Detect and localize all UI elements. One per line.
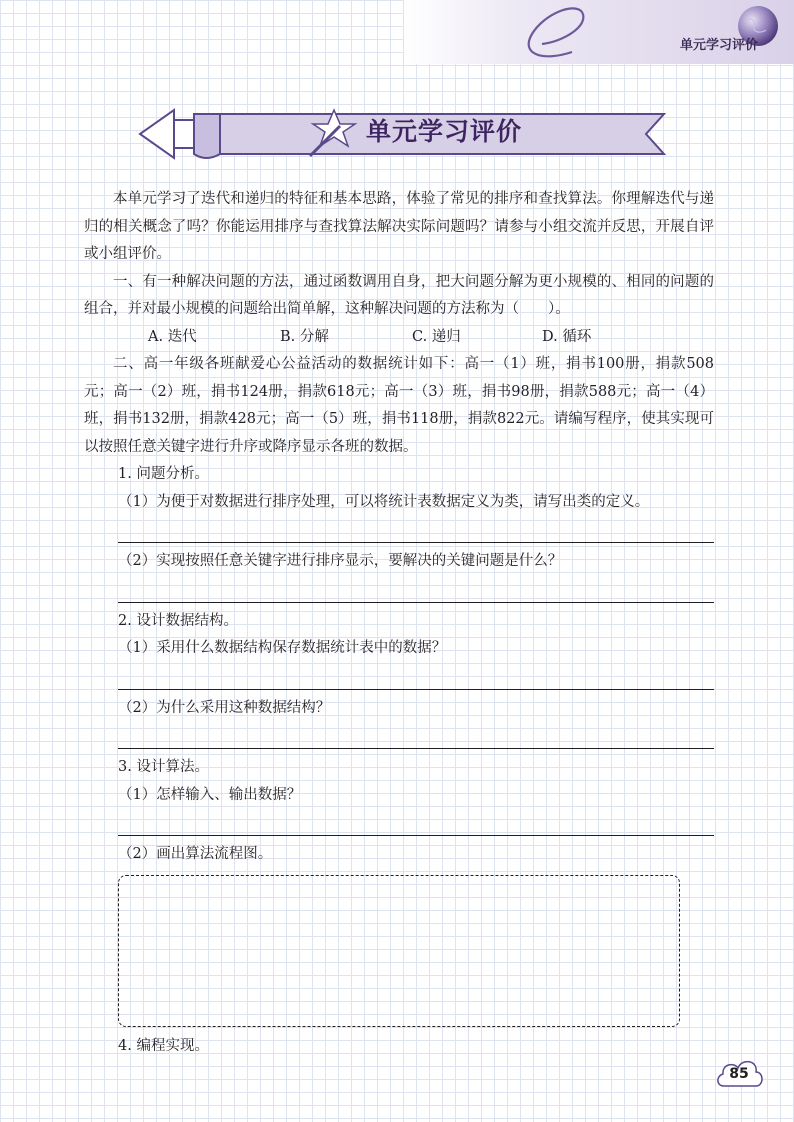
answer-line: [118, 663, 714, 690]
option-d: D. 循环: [542, 328, 592, 345]
page-number: 85: [729, 1066, 749, 1082]
answer-line: [118, 722, 714, 749]
question-2-stem: 二、高一年级各班献爱心公益活动的数据统计如下：高一（1）班，捐书100册，捐款508元；高一（2）班，捐书124册，捐款618元；高一（3）班，捐书98册，捐款588元；高一（4）班，捐书132册，捐款428元；高一（5）班，捐书118册，捐款822元。请编写程序，使其实现可以按照任意关键字进行升序或降序显示各班的数据。: [84, 356, 714, 455]
step-2-1-prompt: （1）采用什么数据结构保存数据统计表中的数据？: [118, 640, 447, 656]
answer-line: [118, 516, 714, 543]
page-content: [84, 186, 714, 1060]
step-4-heading: 4. 编程实现。: [118, 1037, 209, 1054]
banner-title: 单元学习评价: [366, 117, 523, 146]
e-logo-icon: [512, 4, 602, 64]
answer-line: [118, 809, 714, 836]
answer-line: [118, 576, 714, 603]
step-1-1-prompt: （1）为便于对数据进行排序处理，可以将统计表数据定义为类，请写出类的定义。: [118, 493, 650, 510]
step-1-heading: 1. 问题分析。: [118, 466, 209, 482]
question-1-stem: 一、有一种解决问题的方法，通过函数调用自身，把大问题分解为更小规模的、相同的问题的组合，并对最小规模的问题给出简单解，这种解决问题的方法称为（ ）。: [84, 273, 714, 317]
step-3-2-prompt: （2）画出算法流程图。: [118, 846, 273, 862]
step-2-2-prompt: （2）为什么采用这种数据结构？: [118, 699, 331, 716]
step-2-heading: 2. 设计数据结构。: [118, 612, 238, 629]
step-3-1-prompt: （1）怎样输入、输出数据？: [118, 786, 302, 803]
option-b: B. 分解: [280, 328, 329, 345]
option-c: C. 递归: [412, 328, 461, 345]
step-3-heading: 3. 设计算法。: [118, 759, 209, 775]
step-1-2-prompt: （2）实现按照任意关键字进行排序显示，要解决的关键问题是什么？: [118, 553, 563, 569]
intro-paragraph: 本单元学习了迭代和递归的特征和基本思路，体验了常见的排序和查找算法。你理解迭代与递归的相关概念了吗？你能运用排序与查找算法解决实际问题吗？请参与小组交流并反思，开展自评或小组评价。: [84, 191, 714, 262]
header-title: 单元学习评价: [680, 38, 759, 53]
question-1-options: [84, 324, 714, 352]
option-a: A. 迭代: [148, 328, 197, 345]
flowchart-box: [118, 875, 680, 1027]
